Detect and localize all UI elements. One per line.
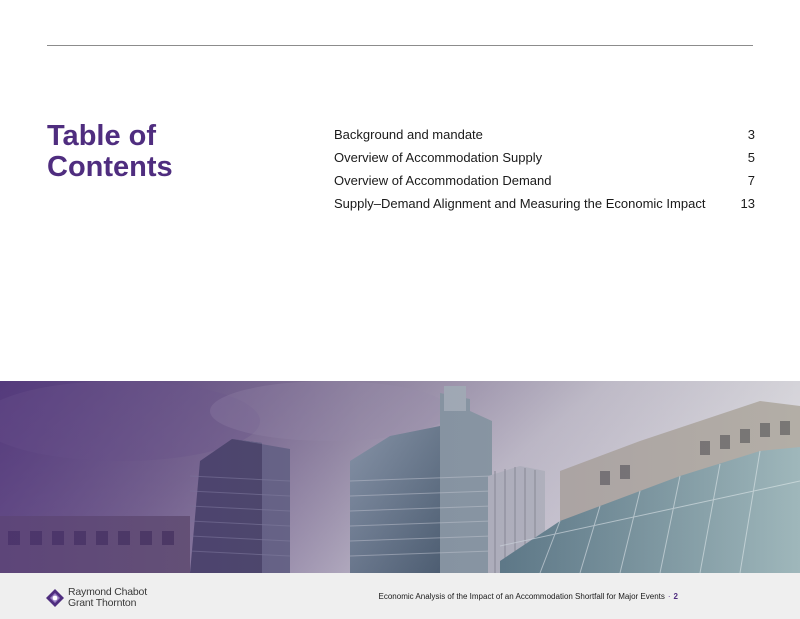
page-footer bbox=[0, 573, 800, 619]
company-name-line-2: Grant Thornton bbox=[68, 597, 137, 609]
toc-entry-label: Supply–Demand Alignment and Measuring the Economic Impact bbox=[334, 196, 706, 211]
city-skyline-photo bbox=[0, 381, 800, 573]
page-title-line-1: Table of bbox=[47, 120, 157, 152]
toc-entry-label: Overview of Accommodation Supply bbox=[334, 150, 543, 165]
footer-caption bbox=[379, 592, 678, 601]
company-name-line-1: Raymond Chabot bbox=[68, 586, 147, 598]
toc-list bbox=[334, 126, 755, 218]
toc-entry[interactable] bbox=[334, 126, 755, 149]
footer-separator: · bbox=[667, 592, 671, 601]
company-logo bbox=[46, 587, 147, 609]
toc-entry-page: 3 bbox=[747, 127, 755, 142]
rcgt-logo-mark-icon bbox=[46, 589, 64, 607]
toc-entry[interactable] bbox=[334, 149, 755, 172]
toc-entry-page: 7 bbox=[747, 173, 755, 188]
page-title-line-2: Contents bbox=[47, 151, 173, 183]
company-name bbox=[68, 587, 147, 609]
top-divider bbox=[47, 45, 753, 46]
page-title bbox=[47, 121, 247, 183]
document-title: Economic Analysis of the Impact of an Accommodation Shortfall for Major Events bbox=[378, 592, 665, 601]
toc-entry-page: 13 bbox=[740, 196, 755, 211]
toc-entry-page: 5 bbox=[747, 150, 755, 165]
toc-entry[interactable] bbox=[334, 172, 755, 195]
toc-entry-label: Overview of Accommodation Demand bbox=[334, 173, 552, 188]
toc-entry-label: Background and mandate bbox=[334, 127, 483, 142]
toc-entry[interactable] bbox=[334, 195, 755, 218]
page-number: 2 bbox=[673, 592, 678, 601]
